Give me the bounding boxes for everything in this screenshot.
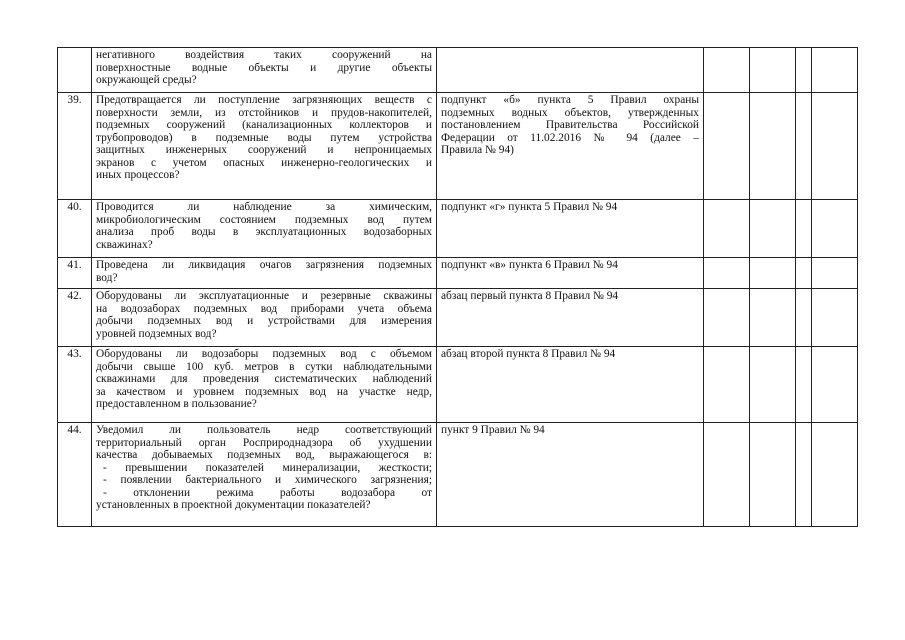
answer-na-cell[interactable] — [796, 289, 812, 347]
note-cell[interactable] — [812, 258, 858, 289]
row-number-cell: 44. — [58, 423, 92, 527]
table-row — [58, 258, 858, 289]
question-text-line: скважинами для проведения систематических наблюдений — [96, 373, 432, 386]
question-text-line: вод? — [96, 271, 118, 284]
answer-no-cell[interactable] — [750, 347, 796, 423]
table-row — [58, 48, 858, 93]
question-text-line: на водозаборах подземных вод приборами учета объема — [96, 302, 432, 315]
row-number-cell: 40. — [58, 200, 92, 258]
question-text-line: Проведена ли ликвидация очагов загрязнения подземных — [96, 259, 432, 271]
question-text-line: скважинах? — [96, 238, 153, 251]
question-cell — [92, 48, 437, 93]
note-cell[interactable] — [812, 48, 858, 93]
question-text-line: Уведомил ли пользователь недр соответствующий — [96, 424, 432, 436]
question-cell — [92, 258, 437, 289]
question-cell — [92, 200, 437, 258]
reference-text-line: подземных водных объектов, утвержденных — [441, 106, 699, 119]
question-cell — [92, 347, 437, 423]
reference-text-line: подпункт «б» пункта 5 Правил охраны — [441, 94, 699, 106]
note-cell[interactable] — [812, 289, 858, 347]
question-text-line: анализа проб воды в эксплуатационных водозаборных — [96, 226, 432, 239]
question-text-line: - превышении показателей минерализации, жесткости; — [103, 461, 432, 474]
answer-no-cell[interactable] — [750, 200, 796, 258]
answer-yes-cell[interactable] — [704, 289, 750, 347]
answer-no-cell[interactable] — [750, 48, 796, 93]
reference-text-line: абзац первый пункта 8 Правил № 94 — [441, 290, 619, 302]
table-row — [58, 423, 858, 527]
question-text-line: предоставленном в пользование? — [96, 398, 257, 411]
question-text-line: Оборудованы ли эксплуатационные и резервные скважины — [96, 290, 432, 302]
question-text-line: Оборудованы ли водозаборы подземных вод с объемом — [96, 348, 432, 360]
reference-text-line: подпункт «г» пункта 5 Правил № 94 — [441, 201, 618, 213]
note-cell[interactable] — [812, 93, 858, 200]
reference-text-line: подпункт «в» пункта 6 Правил № 94 — [441, 259, 618, 271]
answer-yes-cell[interactable] — [704, 48, 750, 93]
question-text-line: качества добываемых подземных вод, выражающегося в: — [96, 449, 432, 462]
legal-reference-cell — [437, 93, 704, 200]
legal-reference-cell — [437, 200, 704, 258]
question-text-line: подземных сооружений (канализационных коллекторов и — [96, 119, 432, 132]
answer-yes-cell[interactable] — [704, 258, 750, 289]
question-text-line: установленных в проектной документации показателей? — [96, 499, 371, 512]
answer-yes-cell[interactable] — [704, 93, 750, 200]
table-row — [58, 289, 858, 347]
answer-no-cell[interactable] — [750, 93, 796, 200]
reference-text-line: абзац второй пункта 8 Правил № 94 — [441, 348, 616, 360]
question-text-line: Проводится ли наблюдение за химическим, — [96, 201, 432, 213]
row-number-cell — [58, 48, 92, 93]
question-text-line: экранов с учетом опасных инженерно-геологических и — [96, 156, 432, 169]
table-row — [58, 200, 858, 258]
answer-no-cell[interactable] — [750, 423, 796, 527]
question-text-line: - отклонении режима работы водозабора от — [103, 486, 432, 499]
question-text-line: территориальный орган Росприроднадзора об ухудшении — [96, 436, 432, 449]
answer-no-cell[interactable] — [750, 258, 796, 289]
reference-text-line: постановлением Правительства Российской — [441, 119, 699, 132]
question-text-line: за качеством и уровнем подземных вод на участке недр, — [96, 385, 432, 398]
question-text-line: поверхности земли, из отстойников и прудов-накопителей, — [96, 106, 432, 119]
legal-reference-cell — [437, 48, 704, 93]
legal-reference-cell — [437, 289, 704, 347]
reference-text-line: пункт 9 Правил № 94 — [441, 424, 545, 436]
question-text-line: трубопроводов) в подземные воды путем устройства — [96, 131, 432, 144]
question-text-line: поверхностные водные объекты и другие объекты — [96, 61, 432, 74]
answer-na-cell[interactable] — [796, 48, 812, 93]
answer-na-cell[interactable] — [796, 200, 812, 258]
question-text-line: добычи свыше 100 куб. метров в сутки наблюдательными — [96, 360, 432, 373]
row-number-cell: 41. — [58, 258, 92, 289]
answer-yes-cell[interactable] — [704, 347, 750, 423]
legal-reference-cell — [437, 423, 704, 527]
requirements-checklist-table — [57, 47, 858, 527]
question-text-line: защитных инженерных сооружений и непроницаемых — [96, 144, 432, 157]
answer-na-cell[interactable] — [796, 423, 812, 527]
answer-no-cell[interactable] — [750, 289, 796, 347]
note-cell[interactable] — [812, 423, 858, 527]
table-body — [58, 48, 858, 527]
answer-na-cell[interactable] — [796, 258, 812, 289]
answer-yes-cell[interactable] — [704, 423, 750, 527]
question-text-line: - появлении бактериального и химического загрязнения; — [103, 474, 432, 487]
answer-na-cell[interactable] — [796, 347, 812, 423]
question-text-line: негативного воздействия таких сооружений на — [96, 49, 432, 61]
question-text-line: Предотвращается ли поступление загрязняющих веществ с — [96, 94, 432, 106]
answer-na-cell[interactable] — [796, 93, 812, 200]
table-row — [58, 347, 858, 423]
note-cell[interactable] — [812, 347, 858, 423]
question-text-line: окружающей среды? — [96, 74, 197, 87]
answer-yes-cell[interactable] — [704, 200, 750, 258]
note-cell[interactable] — [812, 200, 858, 258]
row-number-cell: 43. — [58, 347, 92, 423]
question-cell — [92, 93, 437, 200]
question-cell — [92, 423, 437, 527]
legal-reference-cell — [437, 258, 704, 289]
question-text-line: иных процессов? — [96, 169, 180, 182]
reference-text-line: Правила № 94) — [441, 144, 514, 157]
legal-reference-cell — [437, 347, 704, 423]
question-cell — [92, 289, 437, 347]
row-number-cell: 39. — [58, 93, 92, 200]
question-text-line: микробиологическим состоянием подземных вод путем — [96, 213, 432, 226]
question-text-line: уровней подземных вод? — [96, 327, 217, 340]
table-row — [58, 93, 858, 200]
question-text-line: добычи подземных вод и устройствами для измерения — [96, 315, 432, 328]
reference-text-line: Федерации от 11.02.2016 № 94 (далее – — [441, 131, 699, 144]
row-number-cell: 42. — [58, 289, 92, 347]
